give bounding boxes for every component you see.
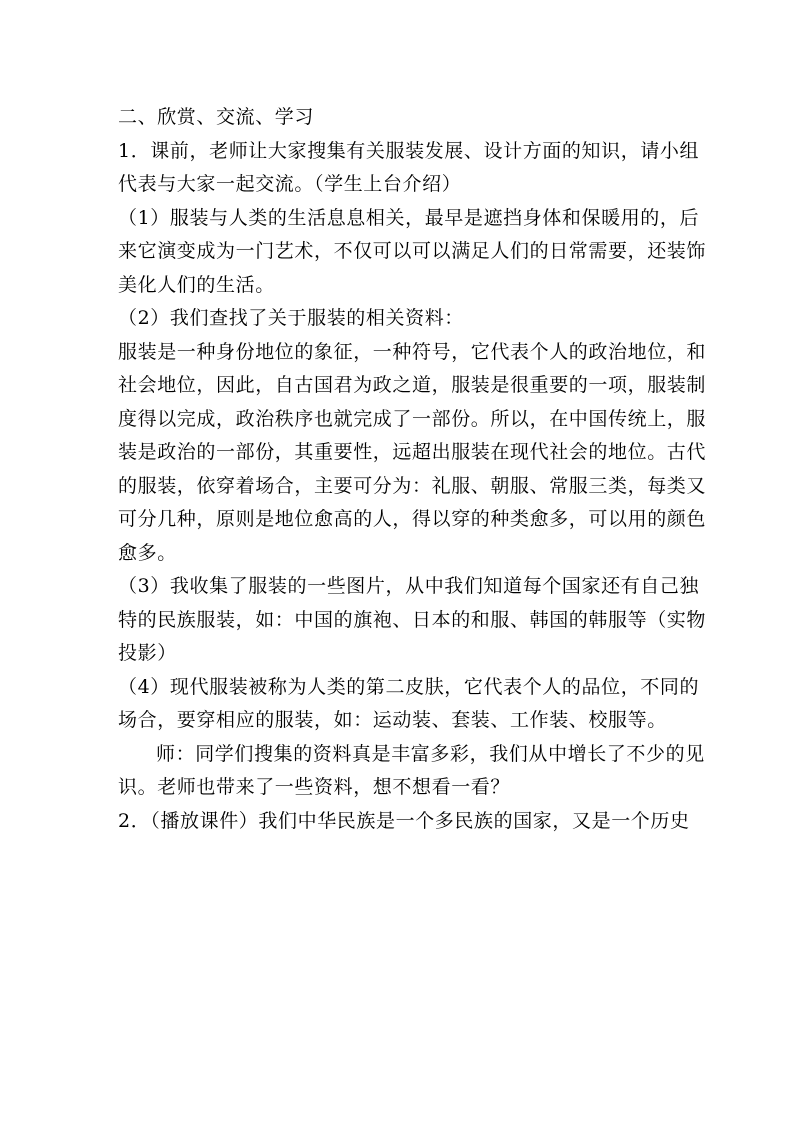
text-line: 2．（播放课件）我们中华民族是一个多民族的国家，又是一个历史 bbox=[118, 809, 690, 832]
text-line: 愈多。 bbox=[118, 541, 177, 564]
text-line: 美化人们的生活。 bbox=[118, 273, 275, 296]
text-line: 师：同学们搜集的资料真是丰富多彩，我们从中增长了不少的见 bbox=[156, 742, 705, 765]
text-line: 度得以完成，政治秩序也就完成了一部份。所以，在中国传统上，服 bbox=[118, 407, 707, 430]
text-line: 场合，要穿相应的服装，如：运动装、套装、工作装、校服等。 bbox=[118, 709, 667, 731]
section-heading: 二、欣赏、交流、学习 bbox=[118, 106, 315, 128]
text-line: 代表与大家一起交流。（学生上台介绍） bbox=[118, 173, 462, 195]
text-line: （1）服装与人类的生活息息相关，最早是遮挡身体和保暖用的，后 bbox=[118, 206, 700, 229]
text-line: （4）现代服装被称为人类的第二皮肤，它代表个人的品位，不同的 bbox=[118, 675, 700, 698]
document-body bbox=[118, 101, 707, 838]
text-line: 可分几种，原则是地位愈高的人，得以穿的种类愈多，可以用的颜色 bbox=[118, 508, 707, 530]
text-line: 装是政治的一部份，其重要性，远超出服装在现代社会的地位。古代 bbox=[118, 441, 707, 463]
text-line: 投影） bbox=[118, 642, 177, 664]
text-line: 1．课前，老师让大家搜集有关服装发展、设计方面的知识，请小组 bbox=[118, 139, 700, 162]
text-line: 来它演变成为一门艺术，不仅可以可以满足人们的日常需要，还装饰 bbox=[118, 240, 707, 262]
text-line: 特的民族服装，如：中国的旗袍、日本的和服、韩国的韩服等（实物 bbox=[118, 608, 707, 631]
text-line: 服装是一种身份地位的象征，一种符号，它代表个人的政治地位，和 bbox=[118, 340, 707, 363]
text-line: （2）我们查找了关于服装的相关资料： bbox=[118, 307, 464, 329]
text-line: 识。老师也带来了一些资料，想不想看一看？ bbox=[118, 776, 511, 798]
text-line: （3）我收集了服装的一些图片，从中我们知道每个国家还有自己独 bbox=[118, 575, 700, 597]
text-line: 的服装，依穿着场合，主要可分为：礼服、朝服、常服三类，每类又 bbox=[118, 474, 707, 497]
text-line: 社会地位，因此，自古国君为政之道，服装是很重要的一项，服装制 bbox=[118, 374, 707, 396]
